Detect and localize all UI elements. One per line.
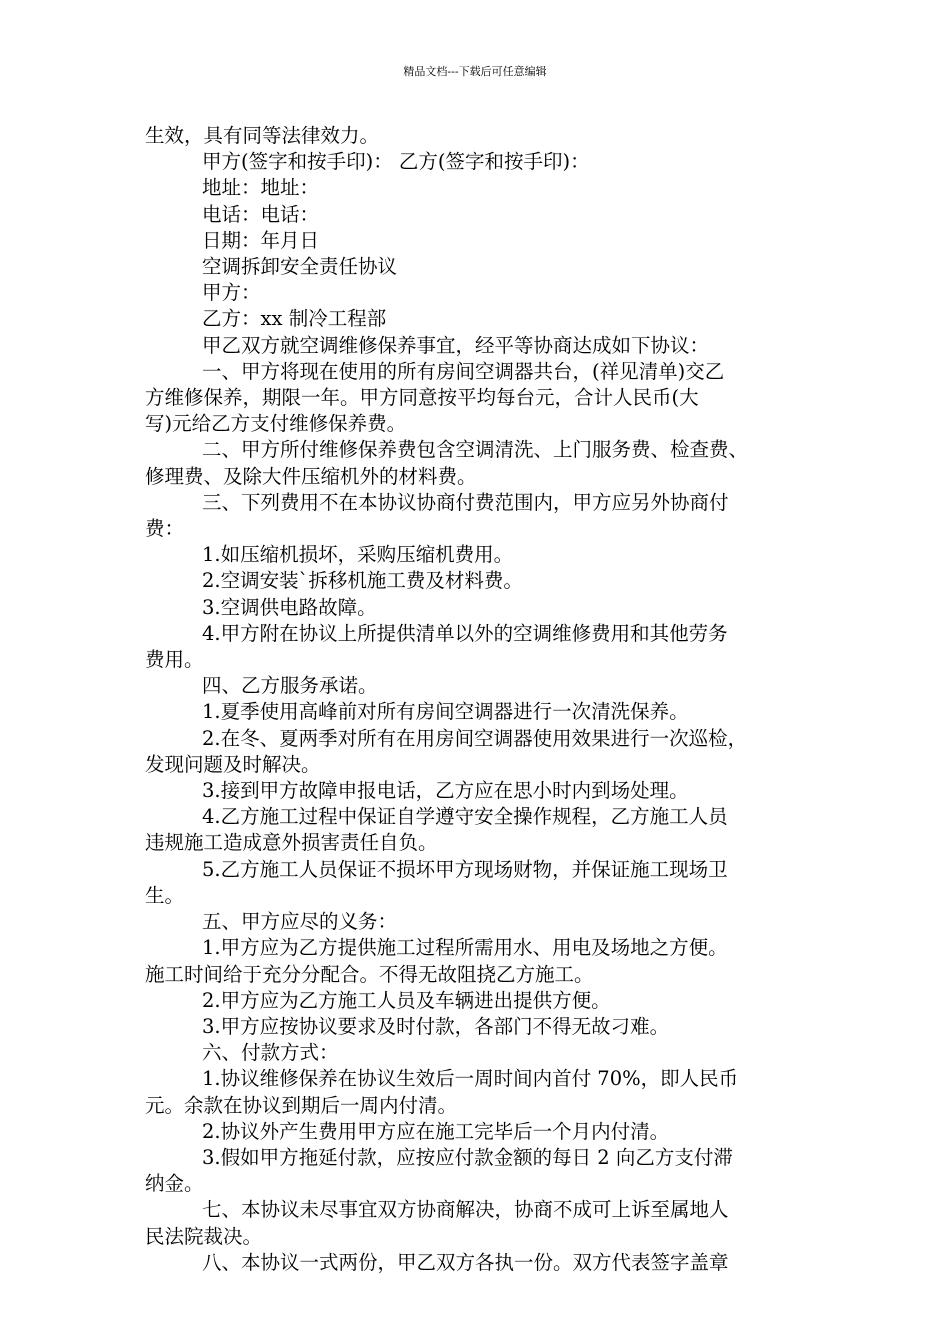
text-line: 二、甲方所付维修保养费包含空调清洗、上门服务费、检查费、 [202, 438, 749, 462]
text-line: 甲方(签字和按手印)： 乙方(签字和按手印)： [202, 150, 590, 174]
document-body [145, 123, 825, 1276]
text-line: 2.甲方应为乙方施工人员及车辆进出提供方便。 [202, 988, 611, 1012]
text-line: 3.甲方应按协议要求及时付款，各部门不得无故刁难。 [202, 1014, 670, 1038]
text-line: 生。 [145, 883, 185, 907]
text-line: 一、甲方将现在使用的所有房间空调器共台，(祥见清单)交乙 [202, 359, 725, 383]
text-line: 3.空调供电路故障。 [202, 595, 377, 619]
text-line: 纳金。 [145, 1172, 204, 1196]
text-line: 八、本协议一式两份，甲乙双方各执一份。双方代表签字盖章 [202, 1250, 729, 1274]
text-line: 2.在冬、夏两季对所有在用房间空调器使用效果进行一次巡检， [202, 726, 748, 750]
text-line: 2.空调安装`拆移机施工费及材料费。 [202, 569, 523, 593]
text-line: 修理费、及除大件压缩机外的材料费。 [145, 464, 477, 488]
text-line: 六、付款方式： [202, 1041, 339, 1065]
text-line: 1.夏季使用高峰前对所有房间空调器进行一次清洗保养。 [202, 700, 689, 724]
text-line: 生效，具有同等法律效力。 [145, 124, 380, 147]
text-line: 写)元给乙方支付维修保养费。 [145, 412, 407, 436]
text-line: 费： [145, 517, 185, 541]
text-line: 2.协议外产生费用甲方应在施工完毕后一个月内付清。 [202, 1119, 670, 1143]
text-line: 1.协议维修保养在协议生效后一周时间内首付 70%，即人民币 [202, 1067, 739, 1091]
text-line: 日期：年月日 [202, 228, 320, 252]
text-line: 5.乙方施工人员保证不损坏甲方现场财物，并保证施工现场卫 [202, 857, 728, 881]
text-line: 空调拆卸安全责任协议 [202, 255, 398, 279]
text-line: 3.假如甲方拖延付款，应按应付款金额的每日 2 向乙方支付滞 [202, 1145, 733, 1169]
text-line: 1.甲方应为乙方提供施工过程所需用水、用电及场地之方便。 [202, 936, 728, 960]
text-line: 费用。 [145, 648, 204, 672]
text-line: 电话：电话： [202, 202, 320, 226]
text-line: 4.乙方施工过程中保证自学遵守安全操作规程，乙方施工人员 [202, 805, 728, 829]
text-line: 发现问题及时解决。 [145, 752, 321, 776]
text-line: 三、下列费用不在本协议协商付费范围内，甲方应另外协商付 [202, 490, 729, 514]
text-line: 1.如压缩机损坏，采购压缩机费用。 [202, 543, 514, 567]
text-line: 五、甲方应尽的义务： [202, 910, 398, 934]
page-header: 精品文档---下载后可任意编辑 [403, 65, 547, 78]
text-line: 甲方： [202, 281, 261, 305]
text-line: 施工时间给于充分分配合。不得无故阻挠乙方施工。 [145, 962, 594, 986]
text-line: 民法院裁决。 [145, 1224, 263, 1248]
text-line: 甲乙双方就空调维修保养事宜，经平等协商达成如下协议： [202, 333, 710, 357]
text-line: 4.甲方附在协议上所提供清单以外的空调维修费用和其他劳务 [202, 621, 728, 645]
text-line: 乙方：xx 制冷工程部 [202, 307, 387, 331]
text-line: 七、本协议未尽事宜双方协商解决，协商不成可上诉至属地人 [202, 1198, 729, 1222]
text-line: 元。余款在协议到期后一周内付清。 [145, 1093, 458, 1117]
text-line: 四、乙方服务承诺。 [202, 674, 378, 698]
text-line: 地址：地址： [202, 176, 320, 200]
text-line: 3.接到甲方故障申报电话，乙方应在思小时内到场处理。 [202, 779, 689, 803]
text-line: 违规施工造成意外损害责任自负。 [145, 831, 438, 855]
text-line: 方维修保养，期限一年。甲方同意按平均每台元，合计人民币(大 [145, 386, 699, 410]
